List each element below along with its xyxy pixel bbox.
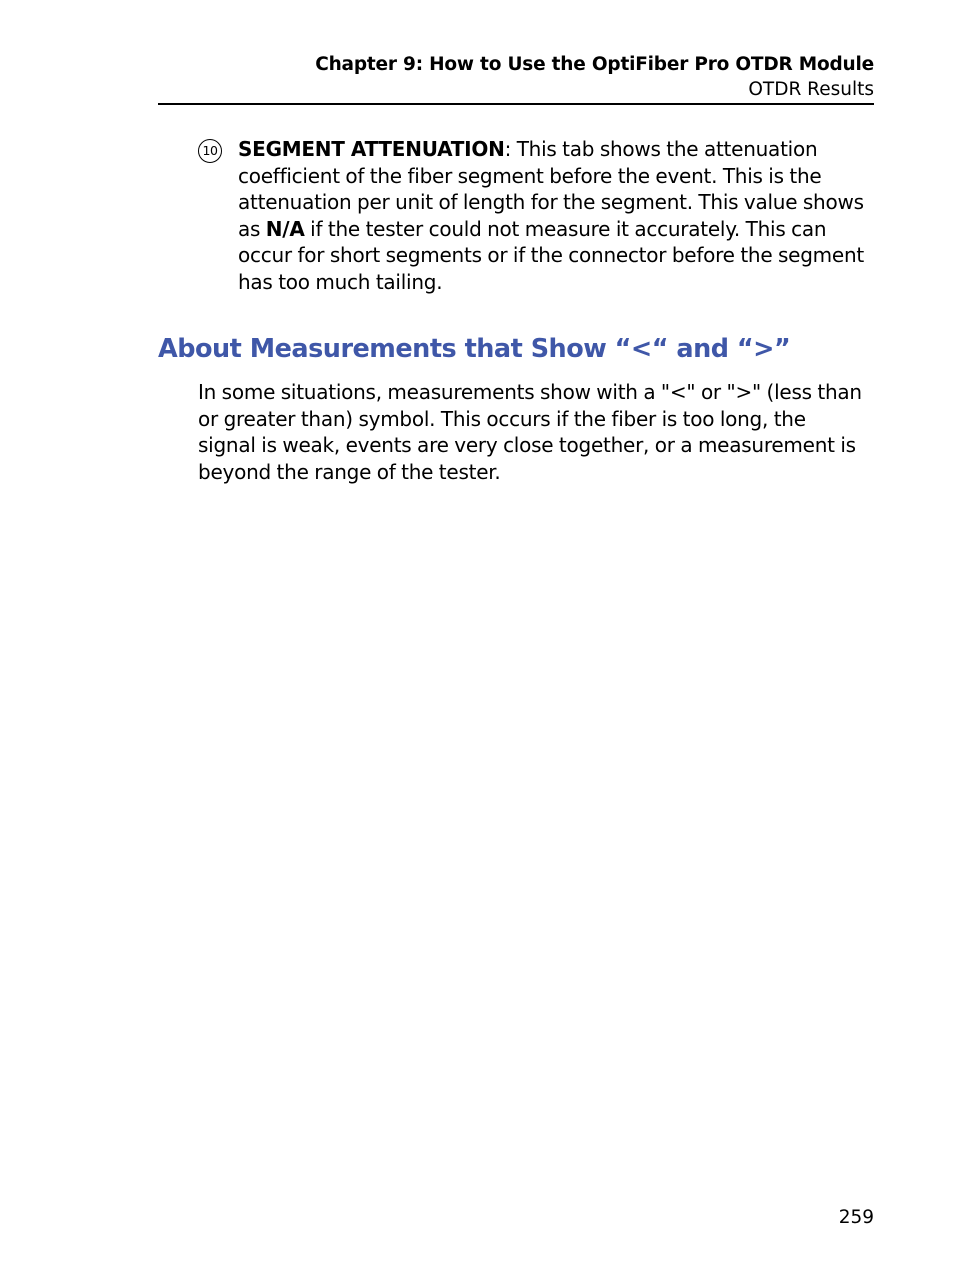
callout-text-a: : This tab shows the attenuation coefficient of the fiber segment before the event. This is the attenuation per unit of length for the segment. This value shows as — [238, 137, 864, 241]
page-number: 259 — [838, 1207, 874, 1228]
callout-description — [238, 136, 868, 296]
header-rule — [158, 103, 874, 105]
callout-text-b: if the tester could not measure it accurately. This can occur for short segments or if the connector before the segment has too much tailing. — [238, 216, 864, 294]
running-header — [158, 52, 874, 102]
section-heading: About Measurements that Show “<“ and “>” — [158, 334, 791, 364]
body-paragraph: In some situations, measurements show with a "<" or ">" (less than or greater than) symbol. This occurs if the fiber is too long, the signal is weak, events are very close together, or a measurement is beyond the range of the tester. — [198, 380, 862, 484]
section-title: OTDR Results — [748, 79, 874, 100]
callout-term: SEGMENT ATTENUATION — [238, 137, 505, 161]
callout-number-badge: 10 — [198, 139, 222, 163]
chapter-title: Chapter 9: How to Use the OptiFiber Pro OTDR Module — [315, 54, 874, 75]
callout-na: N/A — [265, 216, 305, 241]
